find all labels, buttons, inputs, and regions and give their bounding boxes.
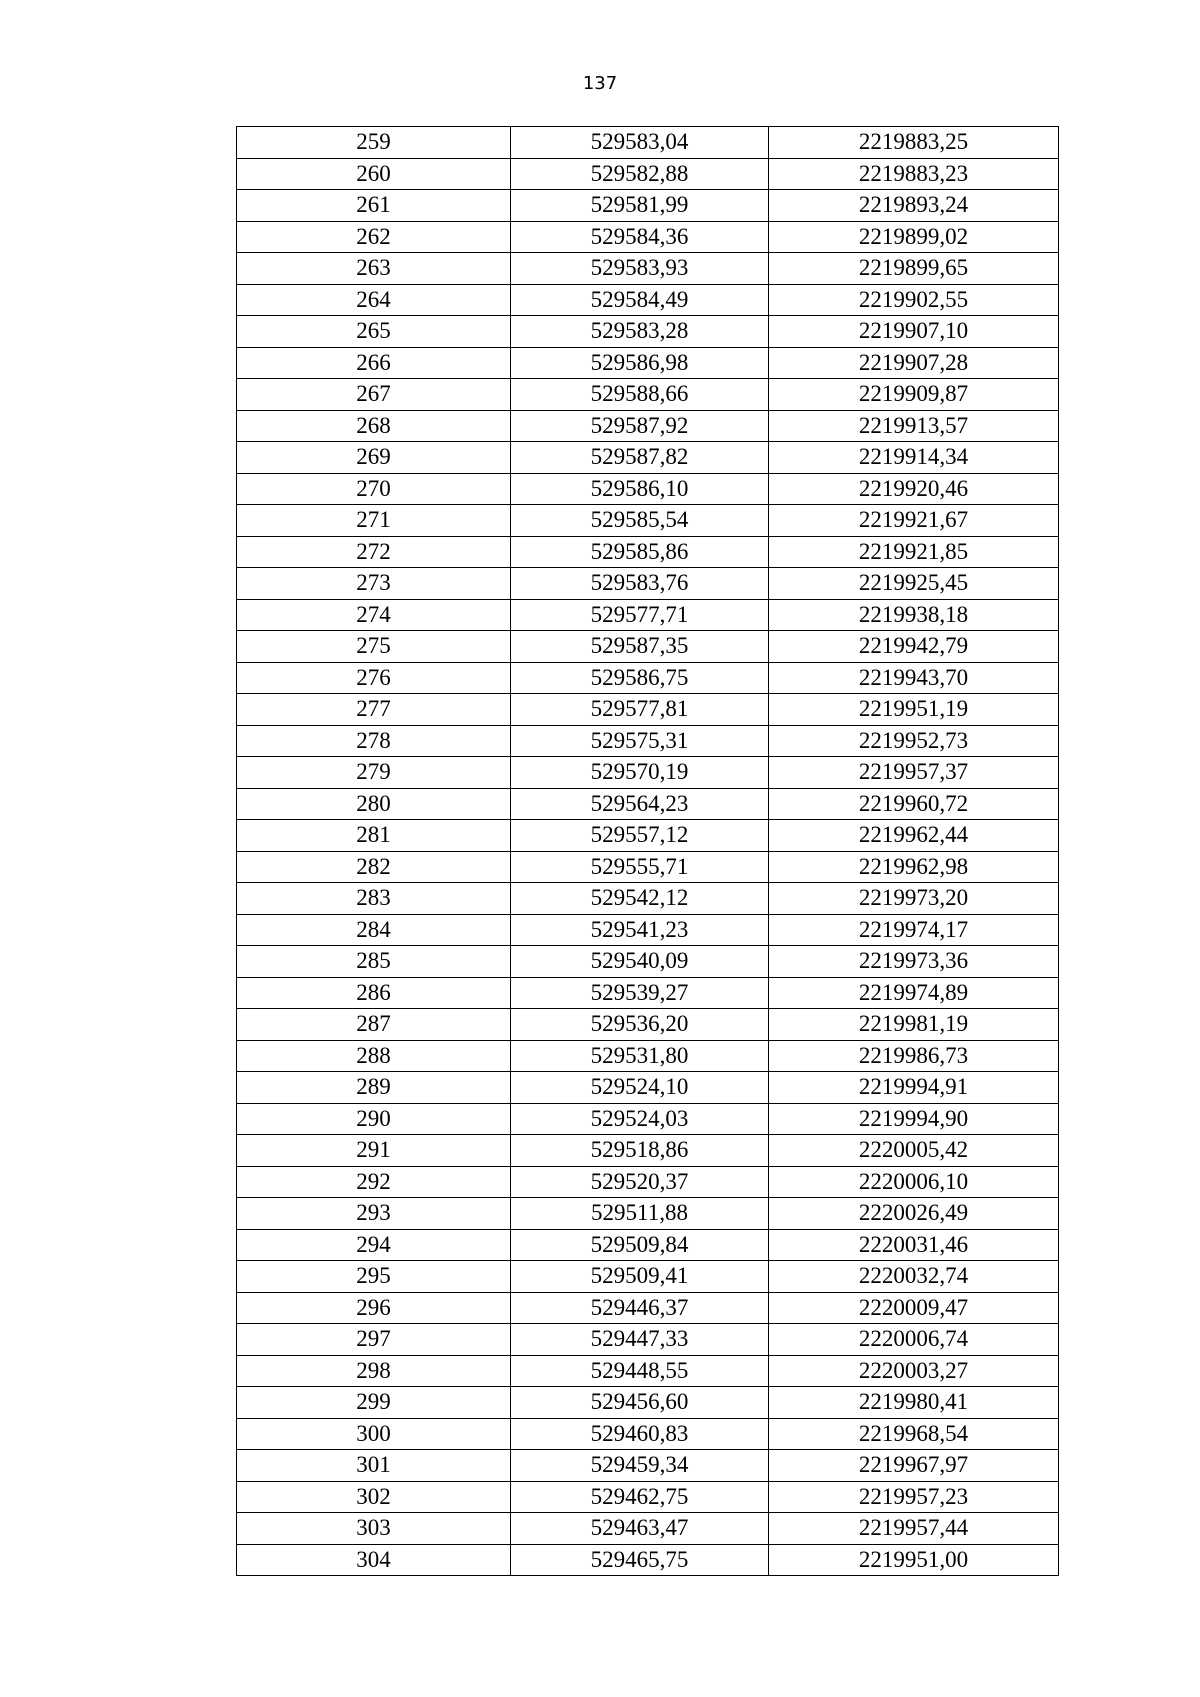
- table-row: [237, 851, 1059, 883]
- y-coordinate-cell: 2220005,42: [769, 1135, 1059, 1167]
- y-coordinate-cell: 2219921,67: [769, 505, 1059, 537]
- coordinates-table: [236, 126, 1059, 1576]
- point-number-cell: 296: [237, 1292, 511, 1324]
- table-row: [237, 883, 1059, 915]
- table-row: [237, 1166, 1059, 1198]
- y-coordinate-cell: 2220003,27: [769, 1355, 1059, 1387]
- x-coordinate-cell: 529577,81: [511, 694, 769, 726]
- table-row: [237, 725, 1059, 757]
- point-number-cell: 261: [237, 190, 511, 222]
- x-coordinate-cell: 529577,71: [511, 599, 769, 631]
- x-coordinate-cell: 529587,82: [511, 442, 769, 474]
- point-number-cell: 263: [237, 253, 511, 285]
- x-coordinate-cell: 529465,75: [511, 1544, 769, 1576]
- table-row: [237, 1544, 1059, 1576]
- x-coordinate-cell: 529587,35: [511, 631, 769, 663]
- table-row: [237, 253, 1059, 285]
- y-coordinate-cell: 2220026,49: [769, 1198, 1059, 1230]
- y-coordinate-cell: 2220031,46: [769, 1229, 1059, 1261]
- table-row: [237, 127, 1059, 159]
- point-number-cell: 278: [237, 725, 511, 757]
- x-coordinate-cell: 529575,31: [511, 725, 769, 757]
- point-number-cell: 276: [237, 662, 511, 694]
- table-row: [237, 1450, 1059, 1482]
- point-number-cell: 304: [237, 1544, 511, 1576]
- point-number-cell: 299: [237, 1387, 511, 1419]
- table-row: [237, 1387, 1059, 1419]
- table-row: [237, 757, 1059, 789]
- y-coordinate-cell: 2219994,90: [769, 1103, 1059, 1135]
- y-coordinate-cell: 2219974,89: [769, 977, 1059, 1009]
- y-coordinate-cell: 2219909,87: [769, 379, 1059, 411]
- x-coordinate-cell: 529541,23: [511, 914, 769, 946]
- table-row: [237, 410, 1059, 442]
- x-coordinate-cell: 529588,66: [511, 379, 769, 411]
- table-row: [237, 347, 1059, 379]
- x-coordinate-cell: 529587,92: [511, 410, 769, 442]
- x-coordinate-cell: 529531,80: [511, 1040, 769, 1072]
- y-coordinate-cell: 2219883,25: [769, 127, 1059, 159]
- x-coordinate-cell: 529581,99: [511, 190, 769, 222]
- point-number-cell: 272: [237, 536, 511, 568]
- table-row: [237, 1229, 1059, 1261]
- y-coordinate-cell: 2220006,74: [769, 1324, 1059, 1356]
- x-coordinate-cell: 529586,10: [511, 473, 769, 505]
- point-number-cell: 291: [237, 1135, 511, 1167]
- table-row: [237, 536, 1059, 568]
- table-row: [237, 1324, 1059, 1356]
- x-coordinate-cell: 529542,12: [511, 883, 769, 915]
- y-coordinate-cell: 2219973,20: [769, 883, 1059, 915]
- y-coordinate-cell: 2219921,85: [769, 536, 1059, 568]
- point-number-cell: 286: [237, 977, 511, 1009]
- x-coordinate-cell: 529586,75: [511, 662, 769, 694]
- x-coordinate-cell: 529584,49: [511, 284, 769, 316]
- table-row: [237, 914, 1059, 946]
- point-number-cell: 259: [237, 127, 511, 159]
- x-coordinate-cell: 529462,75: [511, 1481, 769, 1513]
- table-row: [237, 158, 1059, 190]
- table-row: [237, 631, 1059, 663]
- x-coordinate-cell: 529584,36: [511, 221, 769, 253]
- y-coordinate-cell: 2219942,79: [769, 631, 1059, 663]
- point-number-cell: 264: [237, 284, 511, 316]
- table-row: [237, 1135, 1059, 1167]
- y-coordinate-cell: 2219893,24: [769, 190, 1059, 222]
- x-coordinate-cell: 529463,47: [511, 1513, 769, 1545]
- table-row: [237, 1355, 1059, 1387]
- table-row: [237, 505, 1059, 537]
- x-coordinate-cell: 529520,37: [511, 1166, 769, 1198]
- table-row: [237, 1261, 1059, 1293]
- table-row: [237, 316, 1059, 348]
- point-number-cell: 280: [237, 788, 511, 820]
- x-coordinate-cell: 529524,10: [511, 1072, 769, 1104]
- table-row: [237, 946, 1059, 978]
- point-number-cell: 295: [237, 1261, 511, 1293]
- table-row: [237, 568, 1059, 600]
- y-coordinate-cell: 2219974,17: [769, 914, 1059, 946]
- x-coordinate-cell: 529555,71: [511, 851, 769, 883]
- point-number-cell: 294: [237, 1229, 511, 1261]
- y-coordinate-cell: 2219899,02: [769, 221, 1059, 253]
- y-coordinate-cell: 2219951,19: [769, 694, 1059, 726]
- y-coordinate-cell: 2219925,45: [769, 568, 1059, 600]
- y-coordinate-cell: 2219981,19: [769, 1009, 1059, 1041]
- y-coordinate-cell: 2219968,54: [769, 1418, 1059, 1450]
- point-number-cell: 298: [237, 1355, 511, 1387]
- table-row: [237, 221, 1059, 253]
- x-coordinate-cell: 529460,83: [511, 1418, 769, 1450]
- point-number-cell: 262: [237, 221, 511, 253]
- x-coordinate-cell: 529539,27: [511, 977, 769, 1009]
- point-number-cell: 297: [237, 1324, 511, 1356]
- table-row: [237, 1198, 1059, 1230]
- x-coordinate-cell: 529583,28: [511, 316, 769, 348]
- point-number-cell: 269: [237, 442, 511, 474]
- point-number-cell: 303: [237, 1513, 511, 1545]
- point-number-cell: 284: [237, 914, 511, 946]
- y-coordinate-cell: 2219994,91: [769, 1072, 1059, 1104]
- point-number-cell: 279: [237, 757, 511, 789]
- table-row: [237, 1040, 1059, 1072]
- table-row: [237, 788, 1059, 820]
- y-coordinate-cell: 2219973,36: [769, 946, 1059, 978]
- table-row: [237, 473, 1059, 505]
- table-row: [237, 442, 1059, 474]
- table-row: [237, 1513, 1059, 1545]
- table-row: [237, 820, 1059, 852]
- point-number-cell: 267: [237, 379, 511, 411]
- x-coordinate-cell: 529447,33: [511, 1324, 769, 1356]
- table-row: [237, 1072, 1059, 1104]
- table-row: [237, 1292, 1059, 1324]
- point-number-cell: 266: [237, 347, 511, 379]
- y-coordinate-cell: 2219920,46: [769, 473, 1059, 505]
- point-number-cell: 274: [237, 599, 511, 631]
- point-number-cell: 260: [237, 158, 511, 190]
- point-number-cell: 292: [237, 1166, 511, 1198]
- x-coordinate-cell: 529582,88: [511, 158, 769, 190]
- x-coordinate-cell: 529583,76: [511, 568, 769, 600]
- point-number-cell: 300: [237, 1418, 511, 1450]
- x-coordinate-cell: 529446,37: [511, 1292, 769, 1324]
- y-coordinate-cell: 2219952,73: [769, 725, 1059, 757]
- coordinates-table-body: [237, 127, 1059, 1576]
- y-coordinate-cell: 2219967,97: [769, 1450, 1059, 1482]
- point-number-cell: 268: [237, 410, 511, 442]
- y-coordinate-cell: 2219957,44: [769, 1513, 1059, 1545]
- y-coordinate-cell: 2219943,70: [769, 662, 1059, 694]
- y-coordinate-cell: 2219938,18: [769, 599, 1059, 631]
- x-coordinate-cell: 529564,23: [511, 788, 769, 820]
- y-coordinate-cell: 2220006,10: [769, 1166, 1059, 1198]
- table-row: [237, 1481, 1059, 1513]
- x-coordinate-cell: 529456,60: [511, 1387, 769, 1419]
- table-row: [237, 1009, 1059, 1041]
- y-coordinate-cell: 2219957,23: [769, 1481, 1059, 1513]
- x-coordinate-cell: 529585,86: [511, 536, 769, 568]
- y-coordinate-cell: 2219957,37: [769, 757, 1059, 789]
- table-row: [237, 1418, 1059, 1450]
- x-coordinate-cell: 529586,98: [511, 347, 769, 379]
- point-number-cell: 277: [237, 694, 511, 726]
- y-coordinate-cell: 2219902,55: [769, 284, 1059, 316]
- y-coordinate-cell: 2219951,00: [769, 1544, 1059, 1576]
- y-coordinate-cell: 2219883,23: [769, 158, 1059, 190]
- y-coordinate-cell: 2219899,65: [769, 253, 1059, 285]
- point-number-cell: 281: [237, 820, 511, 852]
- x-coordinate-cell: 529557,12: [511, 820, 769, 852]
- point-number-cell: 290: [237, 1103, 511, 1135]
- x-coordinate-cell: 529509,41: [511, 1261, 769, 1293]
- point-number-cell: 275: [237, 631, 511, 663]
- x-coordinate-cell: 529583,93: [511, 253, 769, 285]
- point-number-cell: 302: [237, 1481, 511, 1513]
- y-coordinate-cell: 2220009,47: [769, 1292, 1059, 1324]
- y-coordinate-cell: 2219913,57: [769, 410, 1059, 442]
- point-number-cell: 285: [237, 946, 511, 978]
- y-coordinate-cell: 2219962,98: [769, 851, 1059, 883]
- x-coordinate-cell: 529524,03: [511, 1103, 769, 1135]
- table-row: [237, 1103, 1059, 1135]
- point-number-cell: 282: [237, 851, 511, 883]
- y-coordinate-cell: 2219914,34: [769, 442, 1059, 474]
- y-coordinate-cell: 2219986,73: [769, 1040, 1059, 1072]
- table-row: [237, 694, 1059, 726]
- x-coordinate-cell: 529459,34: [511, 1450, 769, 1482]
- point-number-cell: 289: [237, 1072, 511, 1104]
- x-coordinate-cell: 529585,54: [511, 505, 769, 537]
- x-coordinate-cell: 529570,19: [511, 757, 769, 789]
- x-coordinate-cell: 529583,04: [511, 127, 769, 159]
- x-coordinate-cell: 529511,88: [511, 1198, 769, 1230]
- point-number-cell: 283: [237, 883, 511, 915]
- y-coordinate-cell: 2219962,44: [769, 820, 1059, 852]
- table-row: [237, 190, 1059, 222]
- point-number-cell: 301: [237, 1450, 511, 1482]
- y-coordinate-cell: 2220032,74: [769, 1261, 1059, 1293]
- x-coordinate-cell: 529536,20: [511, 1009, 769, 1041]
- point-number-cell: 293: [237, 1198, 511, 1230]
- point-number-cell: 287: [237, 1009, 511, 1041]
- table-row: [237, 379, 1059, 411]
- table-row: [237, 977, 1059, 1009]
- x-coordinate-cell: 529509,84: [511, 1229, 769, 1261]
- table-row: [237, 599, 1059, 631]
- point-number-cell: 265: [237, 316, 511, 348]
- y-coordinate-cell: 2219907,28: [769, 347, 1059, 379]
- point-number-cell: 288: [237, 1040, 511, 1072]
- point-number-cell: 271: [237, 505, 511, 537]
- table-row: [237, 662, 1059, 694]
- x-coordinate-cell: 529518,86: [511, 1135, 769, 1167]
- y-coordinate-cell: 2219980,41: [769, 1387, 1059, 1419]
- page-number: 137: [582, 73, 618, 94]
- x-coordinate-cell: 529448,55: [511, 1355, 769, 1387]
- point-number-cell: 273: [237, 568, 511, 600]
- table-row: [237, 284, 1059, 316]
- x-coordinate-cell: 529540,09: [511, 946, 769, 978]
- y-coordinate-cell: 2219960,72: [769, 788, 1059, 820]
- y-coordinate-cell: 2219907,10: [769, 316, 1059, 348]
- point-number-cell: 270: [237, 473, 511, 505]
